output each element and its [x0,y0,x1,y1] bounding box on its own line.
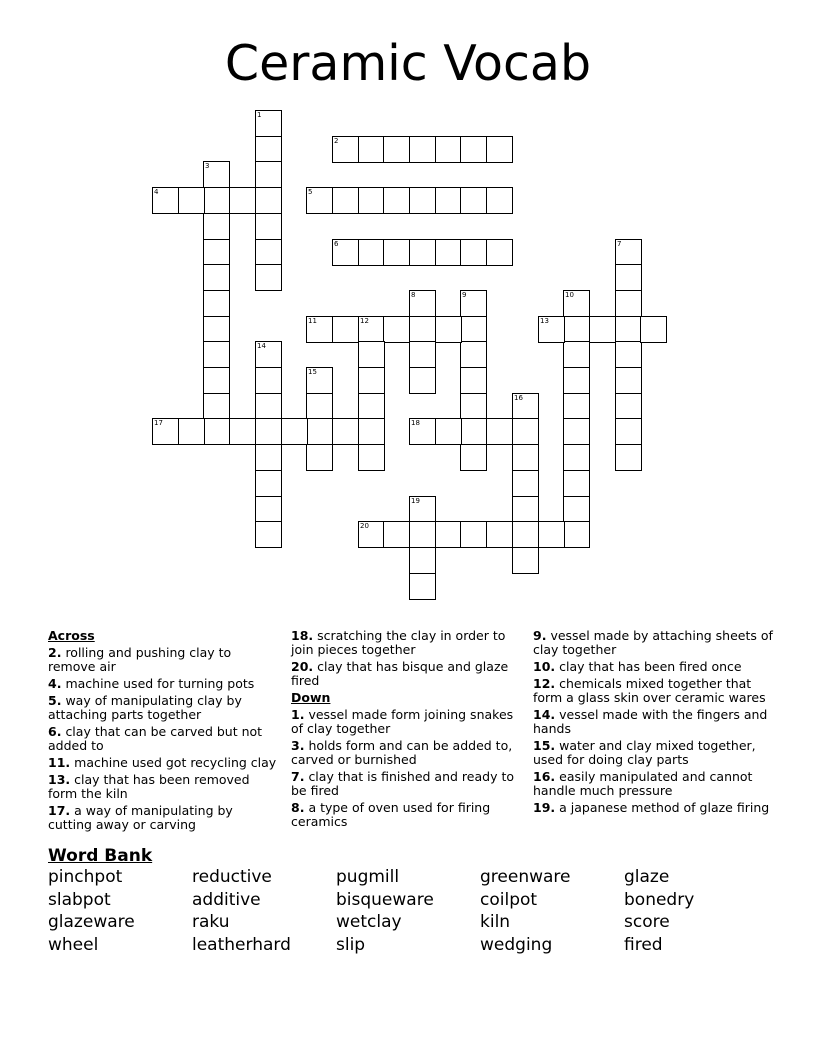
clue-across-17 [48,804,278,832]
clue-across-18 [291,629,523,657]
cell-number: 6 [334,240,339,248]
clues-column-2 [291,629,523,832]
grid-cell[interactable] [460,367,487,394]
cell-number: 17 [154,419,163,427]
grid-cell[interactable] [152,187,179,214]
grid-cell[interactable] [512,418,539,445]
grid-cell[interactable] [486,418,513,445]
grid-cell[interactable] [486,521,513,548]
cell-number: 2 [334,137,339,145]
clue-number: 2. [48,645,62,660]
clue-number: 10. [533,659,556,674]
clue-down-14 [533,708,773,736]
grid-cell[interactable] [538,521,565,548]
grid-cell[interactable] [358,136,385,163]
grid-cell[interactable] [435,316,462,343]
grid-cell[interactable] [358,316,385,343]
grid-cell[interactable] [615,418,642,445]
grid-cell[interactable] [409,341,436,368]
clue-number: 18. [291,628,314,643]
word-bank-item: wheel [48,934,99,955]
clue-down-7 [291,770,523,798]
clue-number: 15. [533,738,556,753]
grid-cell[interactable] [563,521,590,548]
grid-cell[interactable] [589,316,616,343]
word-bank-item: fired [624,934,663,955]
clue-text: machine used got recycling clay [74,755,277,770]
across-header: Across [48,628,95,643]
grid-cell[interactable] [460,290,487,317]
grid-cell[interactable] [409,239,436,266]
grid-cell[interactable] [563,341,590,368]
grid-cell[interactable] [255,444,282,471]
grid-cell[interactable] [512,444,539,471]
grid-cell[interactable] [460,239,487,266]
clue-down-9 [533,629,773,657]
clue-down-1 [291,708,523,736]
cell-number: 15 [308,368,317,376]
clue-number: 8. [291,800,305,815]
grid-cell[interactable] [615,264,642,291]
grid-cell[interactable] [358,393,385,420]
clue-number: 7. [291,769,305,784]
grid-cell[interactable] [435,239,462,266]
word-bank-item: bisqueware [336,889,434,910]
grid-cell[interactable] [563,418,590,445]
grid-cell[interactable] [563,290,590,317]
grid-cell[interactable] [152,418,179,445]
clue-across-11 [48,756,278,770]
clue-across-4 [48,677,278,691]
clue-number: 4. [48,676,62,691]
cell-number: 16 [514,394,523,402]
grid-cell[interactable] [306,367,333,394]
word-bank-item: pinchpot [48,867,123,887]
grid-cell[interactable] [178,418,205,445]
grid-cell[interactable] [255,187,282,214]
grid-cell[interactable] [332,187,359,214]
grid-cell[interactable] [409,521,436,548]
grid-cell[interactable] [615,290,642,317]
clue-text: clay that has been removed form the kiln [48,772,250,801]
cell-number: 19 [411,497,420,505]
grid-cell[interactable] [512,496,539,523]
grid-cell[interactable] [203,239,230,266]
clue-text: clay that is finished and ready to be fired [291,769,514,798]
grid-cell[interactable] [460,444,487,471]
grid-cell[interactable] [358,521,385,548]
clue-number: 17. [48,803,71,818]
word-bank-item: glazeware [48,912,135,932]
word-bank-item: wedging [480,934,553,955]
grid-cell[interactable] [383,187,410,214]
clue-text: chemicals mixed together that form a glass skin over ceramic wares [533,676,766,705]
grid-cell[interactable] [460,521,487,548]
word-bank-title: Word Bank [48,846,153,866]
clue-number: 16. [533,769,556,784]
grid-cell[interactable] [409,187,436,214]
clue-number: 12. [533,676,556,691]
grid-cell[interactable] [460,136,487,163]
grid-cell[interactable] [332,136,359,163]
grid-cell[interactable] [358,367,385,394]
clue-text: a way of manipulating by cutting away or carving [48,803,233,832]
clue-text: vessel made with the fingers and hands [533,707,768,736]
grid-cell[interactable] [358,187,385,214]
cell-number: 10 [565,291,574,299]
cell-number: 13 [540,317,549,325]
grid-cell[interactable] [358,341,385,368]
grid-cell[interactable] [563,367,590,394]
grid-cell[interactable] [435,187,462,214]
grid-cell[interactable] [409,316,436,343]
grid-cell[interactable] [563,316,590,343]
grid-cell[interactable] [409,547,436,574]
clue-text: way of manipulating clay by attaching parts together [48,693,242,722]
grid-cell[interactable] [203,161,230,188]
grid-cell[interactable] [203,264,230,291]
cell-number: 3 [205,162,210,170]
grid-cell[interactable] [383,316,410,343]
grid-cell[interactable] [538,316,565,343]
clue-text: clay that has bisque and glaze fired [291,659,509,688]
clue-number: 6. [48,724,62,739]
grid-cell[interactable] [306,187,333,214]
clue-number: 13. [48,772,71,787]
grid-cell[interactable] [563,393,590,420]
grid-cell[interactable] [563,444,590,471]
word-bank [48,867,788,957]
word-bank-item: glaze [624,867,670,887]
clue-down-10 [533,660,773,674]
word-bank-item: slip [336,934,366,955]
clue-number: 14. [533,707,556,722]
grid-cell[interactable] [615,393,642,420]
grid-cell[interactable] [332,239,359,266]
word-bank-item: slabpot [48,889,111,910]
grid-cell[interactable] [358,444,385,471]
clues-column-1 [48,629,278,835]
grid-cell[interactable] [332,418,359,445]
clues-column-3 [533,629,773,818]
grid-cell[interactable] [409,367,436,394]
grid-cell[interactable] [409,136,436,163]
word-bank-item: score [624,912,670,932]
grid-cell[interactable] [460,187,487,214]
grid-cell[interactable] [255,367,282,394]
clue-text: vessel made form joining snakes of clay together [291,707,514,736]
word-bank-item: kiln [480,912,511,932]
grid-cell[interactable] [615,444,642,471]
clue-text: machine used for turning pots [65,676,255,691]
grid-cell[interactable] [358,418,385,445]
grid-cell[interactable] [306,316,333,343]
grid-cell[interactable] [255,161,282,188]
grid-cell[interactable] [435,418,462,445]
grid-cell[interactable] [435,136,462,163]
clue-number: 9. [533,628,547,643]
grid-cell[interactable] [409,290,436,317]
grid-cell[interactable] [203,393,230,420]
word-bank-item: bonedry [624,889,695,910]
word-bank-item: raku [192,912,230,932]
clue-down-19 [533,801,773,815]
clue-down-8 [291,801,523,829]
grid-cell[interactable] [486,136,513,163]
clue-across-13 [48,773,278,801]
grid-cell[interactable] [255,239,282,266]
word-bank-item: wetclay [336,912,402,932]
grid-cell[interactable] [203,367,230,394]
grid-cell[interactable] [281,418,308,445]
clue-number: 19. [533,800,556,815]
clue-down-12 [533,677,773,705]
cell-number: 20 [360,522,369,530]
grid-cell[interactable] [203,316,230,343]
grid-cell[interactable] [460,341,487,368]
cell-number: 1 [257,111,262,119]
grid-cell[interactable] [332,316,359,343]
grid-cell[interactable] [615,239,642,266]
clue-text: vessel made by attaching sheets of clay together [533,628,773,657]
word-bank-item: pugmill [336,867,400,887]
grid-cell[interactable] [358,239,385,266]
clue-number: 11. [48,755,71,770]
cell-number: 14 [257,342,266,350]
word-bank-item: greenware [480,867,571,887]
clue-across-6 [48,725,278,753]
grid-cell[interactable] [255,393,282,420]
cell-number: 8 [411,291,416,299]
clue-down-16 [533,770,773,798]
grid-cell[interactable] [203,418,230,445]
clue-down-3 [291,739,523,767]
grid-cell[interactable] [229,418,256,445]
clue-number: 5. [48,693,62,708]
cell-number: 11 [308,317,317,325]
grid-cell[interactable] [178,187,205,214]
grid-cell[interactable] [512,521,539,548]
clue-across-5 [48,694,278,722]
word-bank-item: leatherhard [192,934,291,955]
grid-cell[interactable] [409,573,436,600]
cell-number: 9 [462,291,467,299]
word-bank-item: additive [192,889,261,910]
clue-text: holds form and can be added to, carved or burnished [291,738,513,767]
clue-number: 3. [291,738,305,753]
grid-cell[interactable] [255,264,282,291]
clue-text: clay that has been fired once [559,659,742,674]
clue-number: 1. [291,707,305,722]
grid-cell[interactable] [255,213,282,240]
word-bank-item: coilpot [480,889,538,910]
cell-number: 18 [411,419,420,427]
clue-text: water and clay mixed together, used for doing clay parts [533,738,756,767]
clue-text: clay that can be carved but not added to [48,724,263,753]
clue-down-15 [533,739,773,767]
grid-cell[interactable] [255,418,282,445]
word-bank-item: reductive [192,867,272,887]
grid-cell[interactable] [512,470,539,497]
grid-cell[interactable] [460,316,487,343]
grid-cell[interactable] [255,341,282,368]
grid-cell[interactable] [255,521,282,548]
grid-cell[interactable] [229,187,256,214]
grid-cell[interactable] [255,496,282,523]
grid-cell[interactable] [409,418,436,445]
clue-text: easily manipulated and cannot handle much pressure [533,769,753,798]
grid-cell[interactable] [255,136,282,163]
clue-across-2 [48,646,278,674]
grid-cell[interactable] [203,187,230,214]
grid-cell[interactable] [512,393,539,420]
grid-cell[interactable] [615,341,642,368]
grid-cell[interactable] [203,290,230,317]
cell-number: 12 [360,317,369,325]
grid-cell[interactable] [486,239,513,266]
clue-across-20 [291,660,523,688]
grid-cell[interactable] [203,213,230,240]
clue-text: scratching the clay in order to join pieces together [291,628,506,657]
grid-cell[interactable] [255,110,282,137]
grid-cell[interactable] [460,393,487,420]
clue-text: a japanese method of glaze firing [559,800,770,815]
grid-cell[interactable] [615,316,642,343]
grid-cell[interactable] [383,521,410,548]
grid-cell[interactable] [383,136,410,163]
puzzle-title: Ceramic Vocab [224,35,592,92]
clue-text: a type of oven used for firing ceramics [291,800,491,829]
grid-cell[interactable] [486,187,513,214]
grid-cell[interactable] [306,418,333,445]
grid-cell[interactable] [383,239,410,266]
down-header: Down [291,690,331,705]
clue-text: rolling and pushing clay to remove air [48,645,232,674]
grid-cell[interactable] [512,547,539,574]
cell-number: 4 [154,188,159,196]
grid-cell[interactable] [255,470,282,497]
clue-number: 20. [291,659,314,674]
grid-cell[interactable] [460,418,487,445]
grid-cell[interactable] [615,367,642,394]
grid-cell[interactable] [640,316,667,343]
grid-cell[interactable] [306,444,333,471]
cell-number: 5 [308,188,313,196]
grid-cell[interactable] [435,521,462,548]
cell-number: 7 [617,240,622,248]
grid-cell[interactable] [563,496,590,523]
grid-cell[interactable] [203,341,230,368]
grid-cell[interactable] [306,393,333,420]
grid-cell[interactable] [563,470,590,497]
grid-cell[interactable] [409,496,436,523]
